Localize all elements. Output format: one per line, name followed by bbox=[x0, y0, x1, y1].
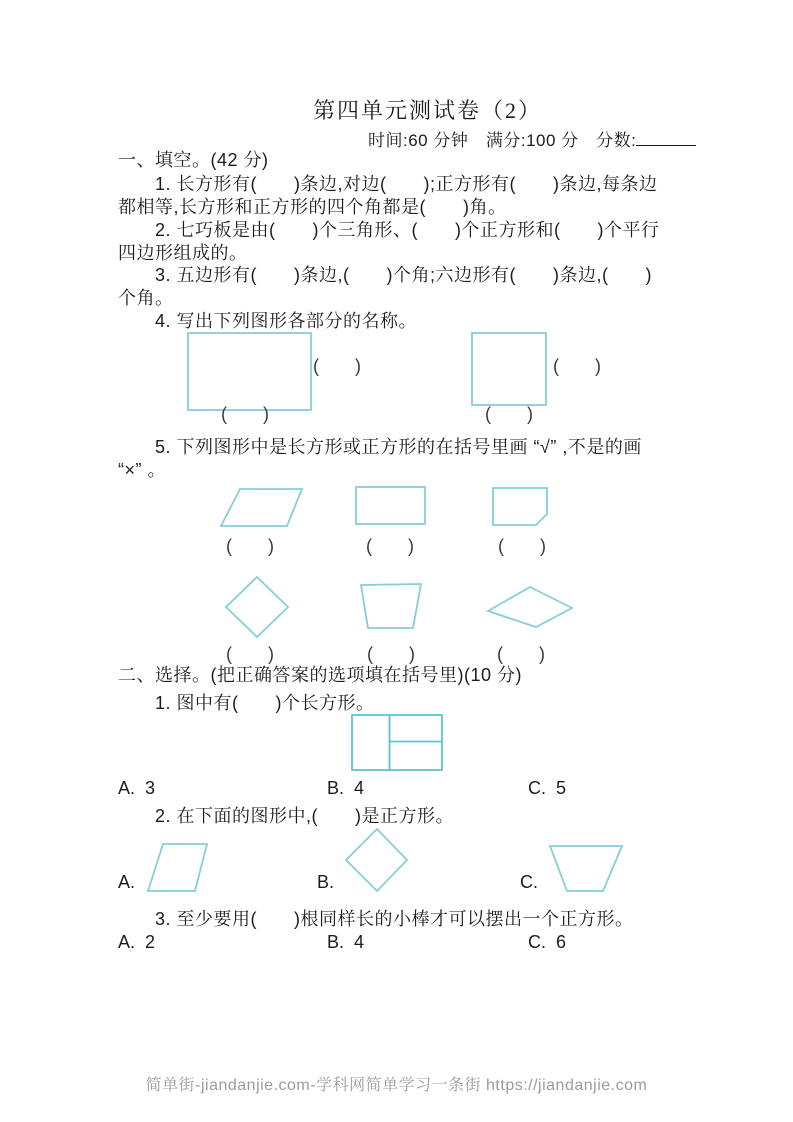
answer-bracket: ( ) bbox=[221, 404, 269, 424]
page-title: 第四单元测试卷（2） bbox=[313, 98, 543, 123]
answer-bracket: ( ) bbox=[553, 356, 601, 376]
choice-q1-option-c: C. 5 bbox=[528, 778, 567, 798]
trapezoid-shape bbox=[355, 578, 427, 634]
answer-bracket: ( ) bbox=[226, 536, 274, 556]
site-watermark-link[interactable]: 简单街-jiandanjie.com-学科网简单学习一条街 https://jiandanjie.com bbox=[145, 1077, 648, 1094]
choice-q2-label-b: B. bbox=[317, 872, 335, 892]
header-meta-text: 时间:60 分钟 满分:100 分 分数: bbox=[368, 131, 637, 150]
answer-bracket: ( ) bbox=[367, 644, 415, 664]
diamond-shape bbox=[220, 571, 294, 643]
diamond-shape bbox=[340, 823, 412, 897]
header-meta-line bbox=[368, 130, 696, 152]
q5-text-line2: “×” 。 bbox=[118, 460, 167, 480]
square-shape bbox=[470, 331, 548, 407]
q2-text-line1: 2. 七巧板是由( )个三角形、( )个正方形和( )个平行 bbox=[155, 220, 660, 240]
choice-q1-text: 1. 图中有( )个长方形。 bbox=[155, 693, 375, 713]
choice-q2-text: 2. 在下面的图形中,( )是正方形。 bbox=[155, 806, 455, 826]
choice-q3-text: 3. 至少要用( )根同样长的小棒才可以摆出一个正方形。 bbox=[155, 909, 634, 929]
choice-q3-option-a: A. 2 bbox=[118, 932, 156, 952]
choice-q3-option-b: B. 4 bbox=[327, 932, 365, 952]
q2-text-line2: 四边形组成的。 bbox=[118, 243, 248, 263]
choice-q3-option-c: C. 6 bbox=[528, 932, 567, 952]
choice-q2-label-c: C. bbox=[520, 872, 538, 892]
answer-bracket: ( ) bbox=[497, 644, 545, 664]
answer-bracket: ( ) bbox=[226, 644, 274, 664]
section2-heading: 二、选择。(把正确答案的选项填在括号里)(10 分) bbox=[118, 665, 522, 685]
rectangle-shape bbox=[186, 331, 313, 412]
answer-bracket: ( ) bbox=[498, 536, 546, 556]
answer-bracket: ( ) bbox=[366, 536, 414, 556]
answer-bracket: ( ) bbox=[485, 404, 533, 424]
choice-q2-label-a: A. bbox=[118, 872, 136, 892]
trapezoid-shape bbox=[544, 840, 628, 897]
score-blank-line bbox=[636, 131, 696, 146]
choice-q1-option-b: B. 4 bbox=[327, 778, 365, 798]
rectangle-shape bbox=[354, 485, 427, 526]
parallelogram-shape bbox=[203, 483, 309, 531]
flat-rhombus-shape bbox=[482, 581, 578, 633]
q1-text-line1: 1. 长方形有( )条边,对边( );正方形有( )条边,每条边 bbox=[155, 174, 658, 194]
q3-text-line2: 个角。 bbox=[118, 288, 174, 308]
parallelogram-shape bbox=[142, 838, 212, 896]
q5-text-line1: 5. 下列图形中是长方形或正方形的在括号里画 “√” ,不是的画 bbox=[155, 437, 642, 457]
choice-q1-option-a: A. 3 bbox=[118, 778, 156, 798]
q3-text-line1: 3. 五边形有( )条边,( )个角;六边形有( )条边,( ) bbox=[155, 265, 652, 285]
q1-text-line2: 都相等,长方形和正方形的四个角都是( )角。 bbox=[118, 197, 507, 217]
answer-bracket: ( ) bbox=[313, 356, 361, 376]
clipped-rectangle-shape bbox=[489, 484, 553, 530]
divided-rectangle-figure bbox=[350, 712, 446, 774]
section1-heading: 一、填空。(42 分) bbox=[118, 150, 269, 170]
q4-text-line: 4. 写出下列图形各部分的名称。 bbox=[155, 311, 418, 331]
